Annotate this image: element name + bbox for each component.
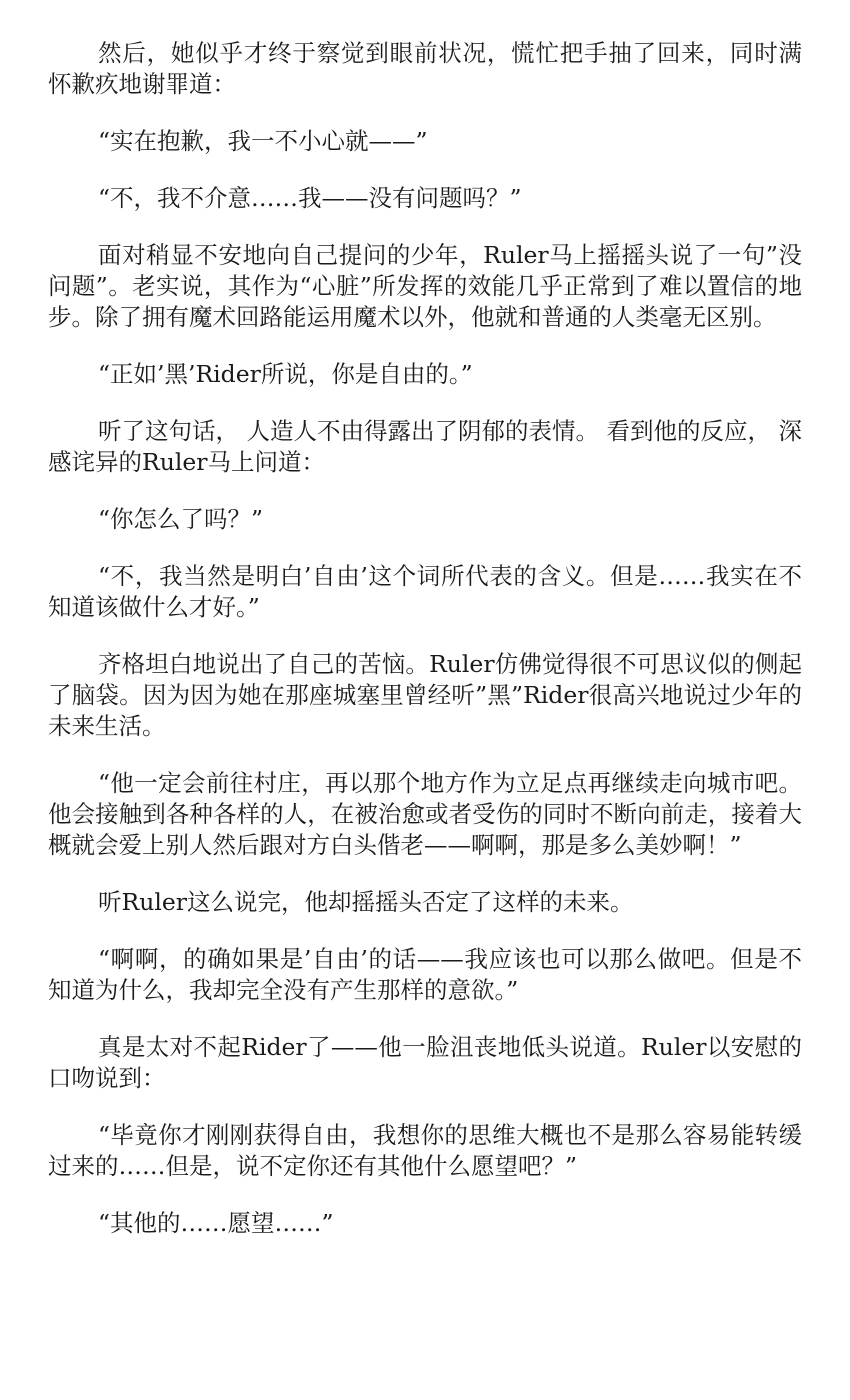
- paragraph: “他一定会前往村庄，再以那个地方作为立足点再继续走向城市吧。他会接触到各种各样的人，在被治愈或者受伤的同时不断向前走，接着大概就会爱上别人然后跟对方白头偕老——啊啊，那是多么美妙啊！”: [48, 769, 802, 859]
- paragraph: “不，我当然是明白’自由’这个词所代表的含义。但是……我实在不知道该做什么才好。”: [48, 562, 802, 621]
- paragraph: 真是太对不起Rider了——他一脸沮丧地低头说道。Ruler以安慰的口吻说到：: [48, 1033, 802, 1092]
- paragraph: “正如’黑’Rider所说，你是自由的。”: [98, 360, 473, 388]
- paragraph: 面对稍显不安地向自己提问的少年，Ruler马上摇摇头说了一句”没问题”。老实说，其作为“心脏”所发挥的效能几乎正常到了难以置信的地步。除了拥有魔术回路能运用魔术以外，他就和普通的人类毫无区别。: [48, 241, 802, 331]
- paragraph: “毕竟你才刚刚获得自由，我想你的思维大概也不是那么容易能转缓过来的……但是，说不定你还有其他什么愿望吧？”: [48, 1121, 802, 1180]
- paragraph: 听了这句话， 人造人不由得露出了阴郁的表情。 看到他的反应， 深感诧异的Ruler马上问道：: [48, 417, 802, 476]
- paragraph: “实在抱歉，我一不小心就——”: [98, 127, 428, 155]
- paragraph: “你怎么了吗？”: [98, 505, 264, 533]
- paragraph: 然后，她似乎才终于察觉到眼前状况，慌忙把手抽了回来，同时满怀歉疚地谢罪道：: [48, 39, 802, 98]
- paragraph: “其他的……愿望……”: [98, 1209, 334, 1237]
- paragraph: 齐格坦白地说出了自己的苦恼。Ruler仿佛觉得很不可思议似的侧起了脑袋。因为因为她在那座城塞里曾经听”黑”Rider很高兴地说过少年的未来生活。: [48, 650, 802, 740]
- paragraph: “不，我不介意……我——没有问题吗？”: [98, 184, 522, 212]
- paragraph: “啊啊，的确如果是’自由’的话——我应该也可以那么做吧。但是不知道为什么，我却完全没有产生那样的意欲。”: [48, 945, 802, 1004]
- paragraph: 听Ruler这么说完，他却摇摇头否定了这样的未来。: [98, 888, 634, 916]
